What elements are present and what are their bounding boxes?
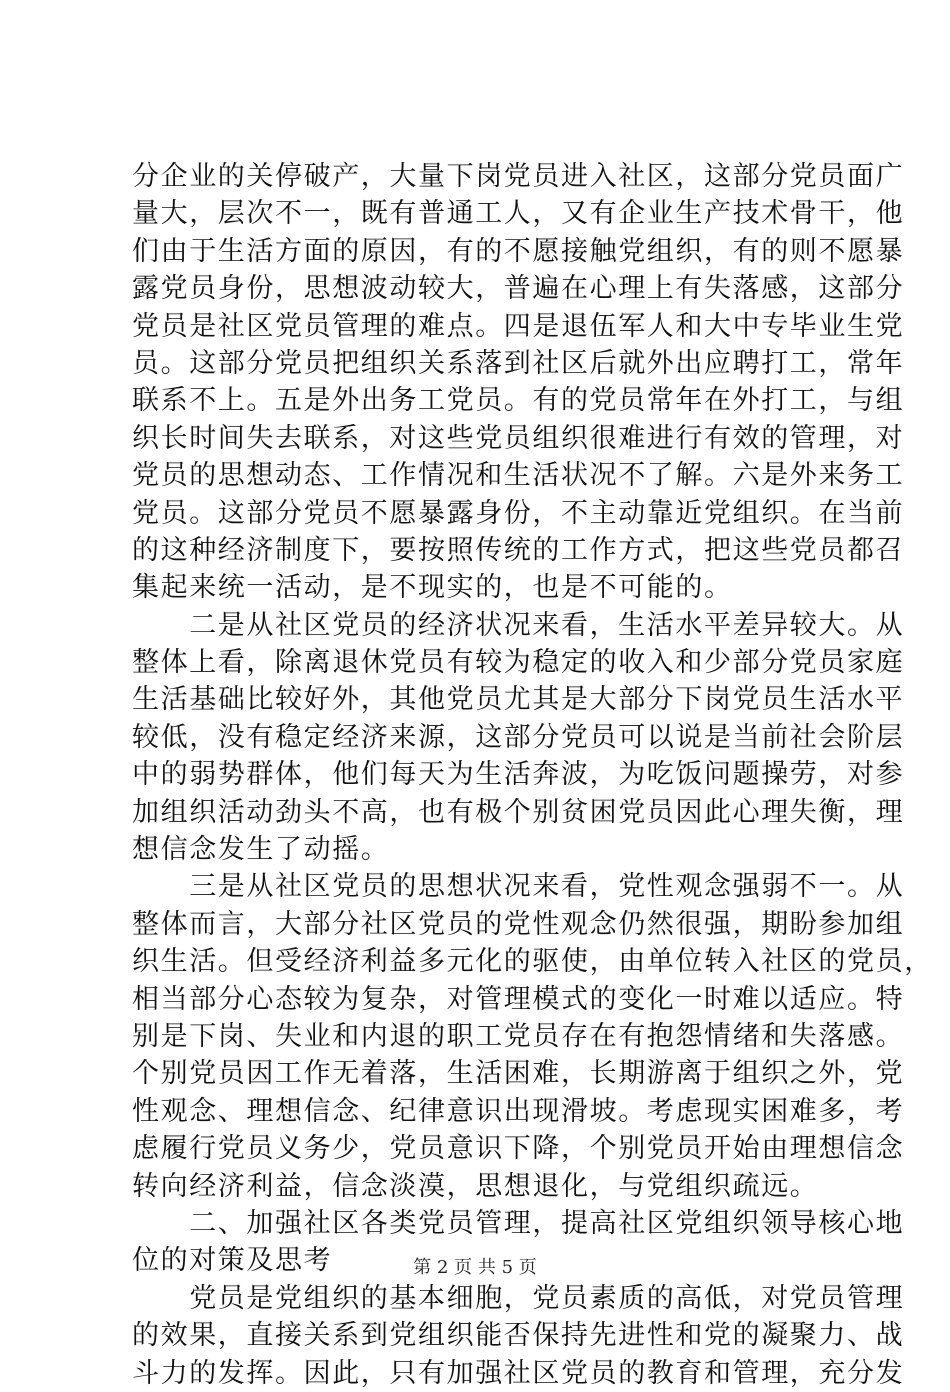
document-body <box>132 158 933 1392</box>
text-line: 的这种经济制度下，要按照传统的工作方式，把这些党员都召 <box>132 534 905 566</box>
text-line: 联系不上。五是外出务工党员。有的党员常年在外打工，与组 <box>132 385 905 417</box>
text-line: 整体而言，大部分社区党员的党性观念仍然很强，期盼参加组 <box>132 908 905 940</box>
text-line: 虑履行党员义务少，党员意识下降，个别党员开始由理想信念 <box>132 1133 905 1165</box>
text-line: 三是从社区党员的思想状况来看，党性观念强弱不一。从 <box>132 871 905 903</box>
text-line: 个别党员因工作无着落，生活困难，长期游离于组织之外，党 <box>132 1058 905 1090</box>
text-line: 二是从社区党员的经济状况来看，生活水平差异较大。从 <box>132 609 905 641</box>
page-number-footer: 第 2 页 共 5 页 <box>413 1257 537 1278</box>
section-heading-line: 位的对策及思考 <box>132 1245 333 1277</box>
text-line: 党员是党组织的基本细胞，党员素质的高低，对党员管理 <box>132 1282 905 1314</box>
text-line: 性观念、理想信念、纪律意识出现滑坡。考虑现实困难多，考 <box>132 1095 905 1127</box>
text-line: 党员是社区党员管理的难点。四是退伍军人和大中专毕业生党 <box>132 310 905 342</box>
text-line: 别是下岗、失业和内退的职工党员存在有抱怨情绪和失落感。 <box>132 1020 905 1052</box>
text-line: 生活基础比较好外，其他党员尤其是大部分下岗党员生活水平 <box>132 684 905 716</box>
text-line: 织生活。但受经济利益多元化的驱使，由单位转入社区的党员， <box>132 946 933 978</box>
text-line: 中的弱势群体，他们每天为生活奔波，为吃饭问题操劳，对参 <box>132 759 905 791</box>
text-line: 较低，没有稳定经济来源，这部分党员可以说是当前社会阶层 <box>132 721 905 753</box>
text-line: 量大，层次不一，既有普通工人，又有企业生产技术骨干，他 <box>132 198 905 230</box>
text-line: 员。这部分党员把组织关系落到社区后就外出应聘打工，常年 <box>132 347 905 379</box>
text-line: 们由于生活方面的原因，有的不愿接触党组织，有的则不愿暴 <box>132 235 905 267</box>
text-line: 分企业的关停破产，大量下岗党员进入社区，这部分党员面广 <box>132 161 905 192</box>
text-line: 整体上看，除离退休党员有较为稳定的收入和少部分党员家庭 <box>132 647 905 679</box>
text-line: 党员的思想动态、工作情况和生活状况不了解。六是外来务工 <box>132 460 905 492</box>
text-line: 的效果，直接关系到党组织能否保持先进性和党的凝聚力、战 <box>132 1320 905 1352</box>
text-line: 党员。这部分党员不愿暴露身份，不主动靠近党组织。在当前 <box>132 497 905 529</box>
text-line: 织长时间失去联系，对这些党员组织很难进行有效的管理，对 <box>132 422 905 454</box>
text-line: 露党员身份，思想波动较大，普遍在心理上有失落感，这部分 <box>132 273 905 305</box>
section-heading-line: 二、加强社区各类党员管理，提高社区党组织领导核心地 <box>132 1207 905 1239</box>
text-line: 转向经济利益，信念淡漠，思想退化，与党组织疏远。 <box>132 1170 819 1202</box>
text-line: 想信念发生了动摇。 <box>132 834 390 866</box>
text-line: 集起来统一活动，是不现实的，也是不可能的。 <box>132 572 733 604</box>
text-line: 加组织活动劲头不高，也有极个别贫困党员因此心理失衡，理 <box>132 796 905 828</box>
text-line: 相当部分心态较为复杂，对管理模式的变化一时难以适应。特 <box>132 983 905 1015</box>
text-line: 斗力的发挥。因此，只有加强社区党员的教育和管理，充分发 <box>132 1357 905 1389</box>
